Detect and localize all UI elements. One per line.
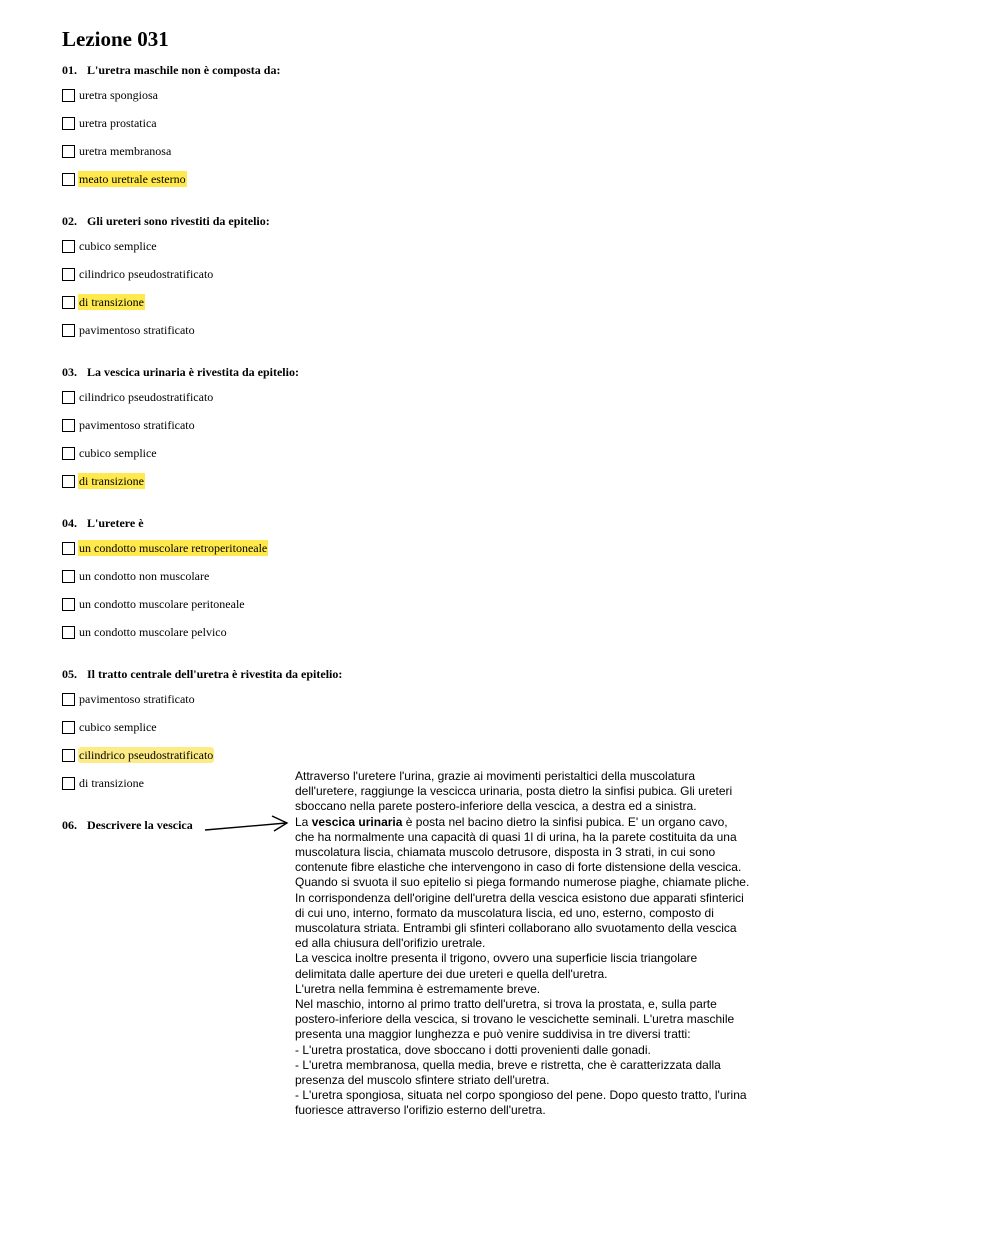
checkbox[interactable] — [62, 296, 75, 309]
question-text: Descrivere la vescica — [87, 818, 193, 832]
answer-option[interactable] — [62, 383, 762, 411]
checkbox[interactable] — [62, 777, 75, 790]
option-label: un condotto muscolare peritoneale — [79, 597, 245, 611]
answer-option-correct[interactable] — [62, 165, 762, 193]
option-label: cubico semplice — [79, 720, 157, 734]
answer-line — [295, 815, 785, 830]
answer-option[interactable] — [62, 109, 762, 137]
answer-option[interactable] — [62, 590, 762, 618]
answer-option[interactable] — [62, 562, 762, 590]
option-label: pavimentoso stratificato — [79, 418, 195, 432]
option-label: di transizione — [79, 776, 144, 790]
answer-line: presenza del muscolo sfintere striato dell'uretra. — [295, 1073, 550, 1088]
answer-option[interactable] — [62, 618, 762, 646]
answer-line: che ha normalmente una capacità di quasi 1l di urina, ha la parete costituita da una — [295, 829, 737, 844]
question-text: La vescica urinaria è rivestita da epitelio: — [87, 365, 299, 379]
answer-line: - L'uretra membranosa, quella media, breve e ristretta, che è caratterizzata dalla — [295, 1057, 721, 1072]
answer-line: presenta una maggior lunghezza e può venire suddivisa in tre diversi tratti: — [295, 1027, 691, 1042]
question-heading — [62, 213, 762, 229]
option-label: uretra spongiosa — [79, 88, 158, 102]
question-02 — [62, 213, 762, 344]
answer-line: In corrispondenza dell'origine dell'uretra della vescica esistono due apparati sfinterici — [295, 890, 744, 905]
answer-option-correct[interactable] — [62, 741, 762, 769]
answer-line-suffix: è posta nel bacino dietro la sinfisi pubica. E' un organo cavo, — [402, 814, 728, 829]
answer-line: di cui uno, interno, formato da muscolatura liscia, ed uno, esterno, composto di — [295, 905, 714, 920]
question-number: 02. — [62, 214, 77, 228]
checkbox[interactable] — [62, 626, 75, 639]
option-label: un condotto non muscolare — [79, 569, 210, 583]
option-label: pavimentoso stratificato — [79, 692, 195, 706]
bold-term: vescica urinaria — [311, 814, 403, 829]
answer-option-correct[interactable] — [62, 534, 762, 562]
answer-line: contenute fibre elastiche che intervengono in caso di forte distensione della vescica. — [295, 860, 742, 875]
option-label: cilindrico pseudostratificato — [79, 267, 214, 281]
question-03 — [62, 364, 762, 495]
answer-line: - L'uretra prostatica, dove sboccano i dotti provenienti dalle gonadi. — [295, 1042, 651, 1057]
answer-option-correct[interactable] — [62, 467, 762, 495]
option-label-highlighted: di transizione — [79, 295, 144, 309]
checkbox[interactable] — [62, 447, 75, 460]
answer-option[interactable] — [62, 439, 762, 467]
question-04 — [62, 515, 762, 646]
checkbox[interactable] — [62, 570, 75, 583]
answer-line: muscolatura striata. Entrambi gli sfinteri collaborano allo svuotamento della vescica — [295, 921, 737, 936]
question-01 — [62, 62, 762, 193]
question-text: L'uretra maschile non è composta da: — [87, 63, 281, 77]
question-heading — [62, 515, 762, 531]
checkbox[interactable] — [62, 693, 75, 706]
option-label: pavimentoso stratificato — [79, 323, 195, 337]
checkbox[interactable] — [62, 268, 75, 281]
answer-line: L'uretra nella femmina è estremamente breve. — [295, 981, 541, 996]
answer-line-prefix: La — [295, 814, 312, 829]
question-heading — [62, 666, 762, 682]
answer-line: Nel maschio, intorno al primo tratto dell'uretra, si trova la prostata, e, sulla parte — [295, 997, 717, 1012]
question-number: 06. — [62, 818, 77, 832]
answer-line: muscolatura liscia, chiamata muscolo detrusore, disposta in 3 strati, in cui sono — [295, 845, 716, 860]
option-label: un condotto muscolare pelvico — [79, 625, 227, 639]
checkbox[interactable] — [62, 391, 75, 404]
answer-line: ed alla chiusura dell'orifizio uretrale. — [295, 936, 486, 951]
answer-line: fuoriesce attraverso l'orifizio esterno dell'uretra. — [295, 1103, 546, 1118]
question-text: L'uretere è — [87, 516, 144, 530]
answer-line: Quando si svuota il suo epitelio si piega formando numerose piaghe, chiamate pliche. — [295, 875, 750, 890]
option-label: uretra prostatica — [79, 116, 157, 130]
answer-option[interactable] — [62, 260, 762, 288]
option-label-highlighted: un condotto muscolare retroperitoneale — [79, 541, 268, 555]
answer-option-correct[interactable] — [62, 288, 762, 316]
question-text: Gli ureteri sono rivestiti da epitelio: — [87, 214, 270, 228]
option-label-highlighted: meato uretrale esterno — [79, 172, 186, 186]
answer-option[interactable] — [62, 232, 762, 260]
checkbox[interactable] — [62, 145, 75, 158]
checkbox[interactable] — [62, 419, 75, 432]
answer-line: dell'uretere, raggiunge la vescicca urinaria, posta dietro la sinfisi pubica. Gli ureteri — [295, 784, 733, 799]
option-label-highlighted: cilindrico pseudostratificato — [79, 748, 214, 762]
checkbox[interactable] — [62, 89, 75, 102]
question-number: 03. — [62, 365, 77, 379]
answer-line: delimitata dalle aperture dei due ureteri e quella dell'uretra. — [295, 966, 608, 981]
page-title: Lezione 031 — [62, 27, 169, 51]
checkbox[interactable] — [62, 117, 75, 130]
option-label: cubico semplice — [79, 446, 157, 460]
answer-line: sboccano nella parete postero-inferiore della vescica, a destra ed a sinistra. — [295, 799, 697, 814]
answer-option[interactable] — [62, 411, 762, 439]
answer-line: La vescica inoltre presenta il trigono, ovvero una superficie liscia triangolare — [295, 951, 698, 966]
option-label: cilindrico pseudostratificato — [79, 390, 214, 404]
answer-option[interactable] — [62, 81, 762, 109]
answer-line: postero-inferiore della vescica, si trovano le vescichette seminali. L'uretra maschile — [295, 1012, 735, 1027]
question-text: Il tratto centrale dell'uretra è rivestita da epitelio: — [87, 667, 343, 681]
checkbox[interactable] — [62, 240, 75, 253]
question-number: 05. — [62, 667, 77, 681]
checkbox[interactable] — [62, 721, 75, 734]
question-heading — [62, 62, 762, 78]
checkbox[interactable] — [62, 173, 75, 186]
option-label: uretra membranosa — [79, 144, 172, 158]
answer-text-block — [295, 769, 785, 1119]
answer-option[interactable] — [62, 685, 762, 713]
answer-line: - L'uretra spongiosa, situata nel corpo spongioso del pene. Dopo questo tratto, l'urina — [295, 1088, 747, 1103]
checkbox[interactable] — [62, 542, 75, 555]
option-label: cubico semplice — [79, 239, 157, 253]
question-heading — [62, 364, 762, 380]
answer-option[interactable] — [62, 713, 762, 741]
checkbox[interactable] — [62, 324, 75, 337]
option-label-highlighted: di transizione — [79, 474, 144, 488]
checkbox[interactable] — [62, 749, 75, 762]
answer-line: Attraverso l'uretere l'urina, grazie ai movimenti peristaltici della muscolatura — [295, 769, 696, 783]
answer-option[interactable] — [62, 316, 762, 344]
answer-option[interactable] — [62, 137, 762, 165]
question-number: 04. — [62, 516, 77, 530]
arrow-icon — [200, 812, 292, 836]
checkbox[interactable] — [62, 475, 75, 488]
question-number: 01. — [62, 63, 77, 77]
checkbox[interactable] — [62, 598, 75, 611]
